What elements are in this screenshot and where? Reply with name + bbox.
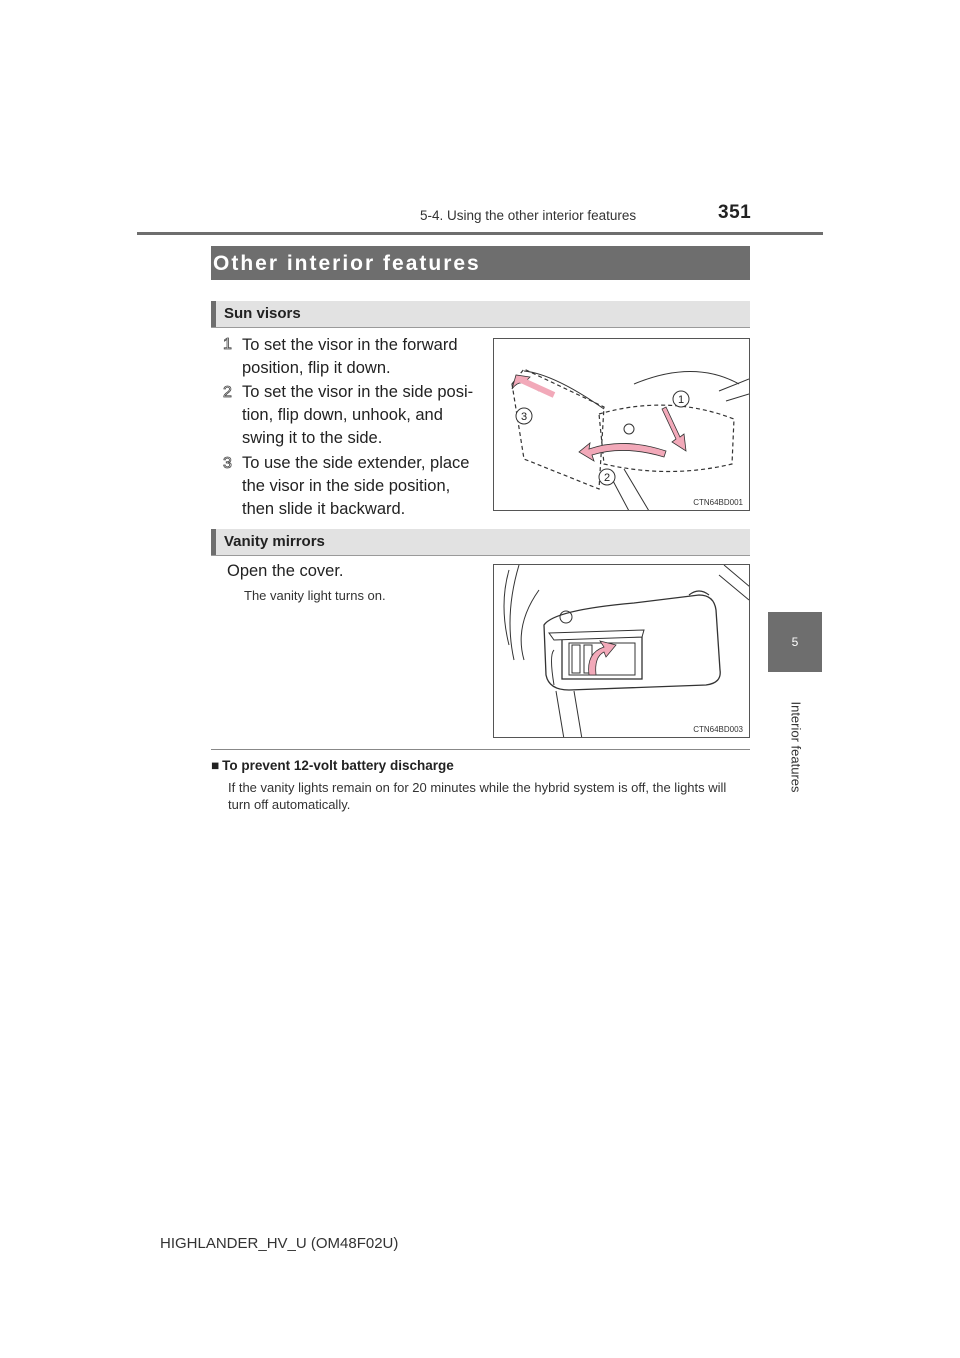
note-rule xyxy=(211,749,750,750)
battery-note-title: To prevent 12-volt battery discharge xyxy=(222,758,454,773)
vanity-note: The vanity light turns on. xyxy=(244,588,386,603)
step-2-text xyxy=(242,381,478,450)
step-1-text xyxy=(242,334,478,380)
sun-visors-heading-bar xyxy=(211,301,750,328)
step-1-line-1: To set the visor in the forward xyxy=(242,336,458,354)
step-3-line-2: the visor in the side position, xyxy=(242,477,451,495)
vanity-mirror-illustration xyxy=(493,564,750,738)
step-3-line-3: then slide it backward. xyxy=(242,500,406,518)
step-2-line-2: tion, flip down, unhook, and xyxy=(242,406,443,424)
step-number-1-glyph xyxy=(221,334,235,352)
page-title: Other interior features xyxy=(213,252,481,275)
note-marker-icon: ■ xyxy=(211,758,220,773)
svg-text:3: 3 xyxy=(223,455,232,471)
vanity-mirrors-heading-bar xyxy=(211,529,750,556)
footer-model-code: HIGHLANDER_HV_U (OM48F02U) xyxy=(160,1235,399,1252)
page-title-bar xyxy=(211,246,750,280)
heading-marker xyxy=(211,529,216,555)
callout-2: 2 xyxy=(603,472,611,484)
vanity-mirrors-heading: Vanity mirrors xyxy=(224,533,325,550)
callout-3: 3 xyxy=(520,411,528,423)
step-number-1-icon xyxy=(221,334,235,356)
figure-code-2: CTN64BD003 xyxy=(693,725,743,734)
chapter-number: 5 xyxy=(791,635,799,649)
header-rule xyxy=(137,232,823,235)
step-number-2-icon xyxy=(221,382,235,404)
svg-text:1: 1 xyxy=(223,336,232,352)
step-2-line-1: To set the visor in the side posi- xyxy=(242,383,474,401)
sun-visor-illustration xyxy=(493,338,750,511)
step-3-text xyxy=(242,452,478,521)
vanity-instruction: Open the cover. xyxy=(227,562,344,580)
vanity-mirror-drawing xyxy=(494,565,750,738)
page-number: 351 xyxy=(718,202,752,223)
callout-1: 1 xyxy=(677,394,685,406)
chapter-title: Interior features xyxy=(788,701,804,793)
chapter-title-vertical xyxy=(766,672,826,822)
svg-text:2: 2 xyxy=(223,384,232,400)
step-number-2-glyph xyxy=(221,382,235,400)
step-3-line-1: To use the side extender, place xyxy=(242,454,470,472)
sun-visor-drawing xyxy=(494,339,750,511)
sun-visors-heading: Sun visors xyxy=(224,305,301,322)
step-2-line-3: swing it to the side. xyxy=(242,429,383,447)
section-title: 5-4. Using the other interior features xyxy=(420,208,637,223)
step-number-3-icon xyxy=(221,453,235,475)
battery-note-body: If the vanity lights remain on for 20 minutes while the hybrid system is off, the lights will turn off automatically. xyxy=(228,780,727,812)
figure-code-1: CTN64BD001 xyxy=(693,498,743,507)
chapter-tab xyxy=(768,612,822,672)
step-number-3-glyph xyxy=(221,453,235,471)
heading-marker xyxy=(211,301,216,327)
step-1-line-2: position, flip it down. xyxy=(242,359,391,377)
battery-note-heading xyxy=(211,758,454,773)
